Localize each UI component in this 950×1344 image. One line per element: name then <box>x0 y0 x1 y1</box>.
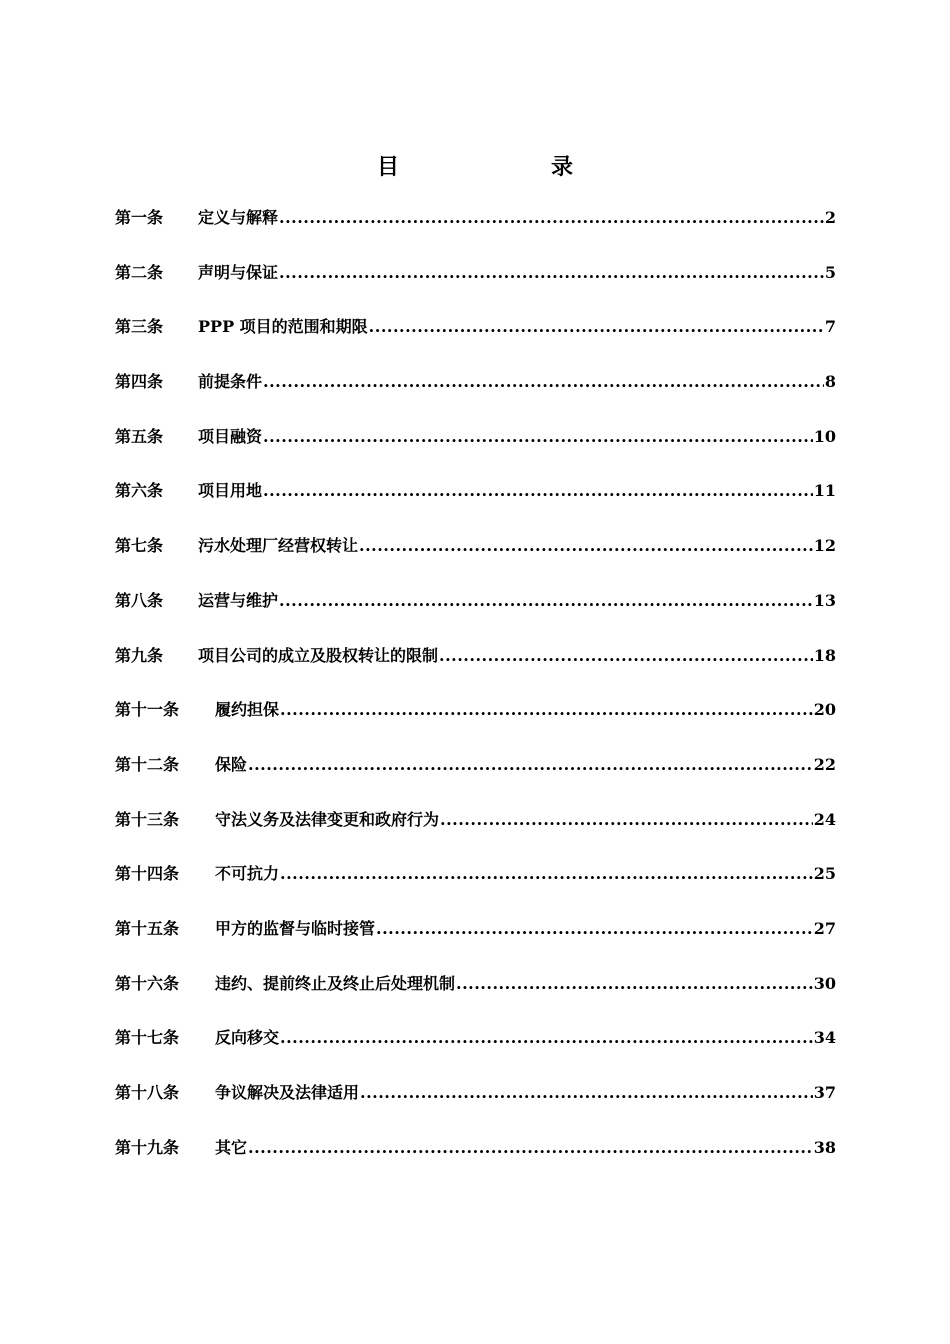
toc-article-title: 其它 <box>215 1137 248 1157</box>
toc-dot-leader <box>248 755 813 774</box>
toc-page-number: 5 <box>824 262 836 282</box>
toc-article-number: 第八条 <box>115 590 164 610</box>
toc-entry[interactable] <box>115 697 836 752</box>
toc-entry[interactable] <box>115 478 836 533</box>
toc-entry[interactable] <box>115 1025 836 1080</box>
toc-article-title: 不可抗力 <box>215 864 280 884</box>
toc-article-title: 声明与保证 <box>198 262 279 282</box>
toc-dot-leader <box>248 1138 813 1157</box>
toc-page-number: 12 <box>813 536 836 556</box>
toc-article-number: 第九条 <box>115 645 164 665</box>
toc-dot-leader <box>263 427 813 446</box>
toc-dot-leader <box>280 864 813 883</box>
toc-article-title: PPP 项目的范围和期限 <box>198 317 368 337</box>
toc-entry[interactable] <box>115 807 836 862</box>
toc-article-title: 争议解决及法律适用 <box>215 1083 360 1102</box>
toc-page-number: 7 <box>824 317 836 337</box>
toc-entry[interactable] <box>115 533 836 588</box>
toc-article-number: 第十一条 <box>115 700 180 720</box>
toc-page-number: 27 <box>813 918 836 938</box>
toc-dot-leader <box>376 919 813 938</box>
toc-dot-leader <box>280 1028 813 1047</box>
toc-entry[interactable] <box>115 1080 836 1135</box>
toc-dot-leader <box>440 810 813 829</box>
toc-page-number: 24 <box>813 809 836 829</box>
toc-article-number: 第十八条 <box>115 1083 180 1102</box>
toc-entry[interactable] <box>115 424 836 479</box>
toc-page-number: 22 <box>813 754 836 774</box>
toc-article-title: 项目用地 <box>198 481 263 501</box>
toc-article-title: 违约、提前终止及终止后处理机制 <box>215 973 456 993</box>
toc-entry[interactable] <box>115 643 836 698</box>
toc-article-number: 第四条 <box>115 372 164 392</box>
toc-article-number: 第十九条 <box>115 1137 180 1157</box>
toc-article-number: 第二条 <box>115 262 164 282</box>
toc-article-number: 第十二条 <box>115 754 180 774</box>
toc-article-title: 运营与维护 <box>198 590 279 610</box>
toc-dot-leader <box>279 208 824 227</box>
table-of-contents <box>115 205 836 1189</box>
toc-entry[interactable] <box>115 205 836 260</box>
toc-entry[interactable] <box>115 260 836 315</box>
toc-page-number: 30 <box>813 973 836 993</box>
toc-article-title: 污水处理厂经营权转让 <box>198 536 359 556</box>
toc-entry[interactable] <box>115 369 836 424</box>
toc-page-number: 38 <box>813 1137 836 1157</box>
toc-page-number: 13 <box>813 590 836 610</box>
toc-article-number: 第十六条 <box>115 973 180 993</box>
toc-article-number: 第六条 <box>115 481 164 501</box>
toc-dot-leader <box>456 974 813 993</box>
toc-article-number: 第五条 <box>115 426 164 446</box>
toc-article-title: 定义与解释 <box>198 208 279 227</box>
toc-entry[interactable] <box>115 861 836 916</box>
toc-article-number: 第十四条 <box>115 864 180 884</box>
toc-article-number: 第三条 <box>115 317 164 337</box>
toc-article-title: 甲方的监督与临时接管 <box>215 918 376 938</box>
toc-dot-leader <box>439 646 813 665</box>
toc-entry[interactable] <box>115 971 836 1026</box>
toc-article-title: 前提条件 <box>198 372 263 392</box>
toc-article-number: 第十五条 <box>115 918 180 938</box>
toc-page-number: 18 <box>813 645 836 665</box>
toc-entry[interactable] <box>115 314 836 369</box>
toc-dot-leader <box>359 536 813 555</box>
toc-dot-leader <box>263 481 813 500</box>
toc-article-title: 保险 <box>215 754 248 774</box>
toc-page-number: 25 <box>813 864 836 884</box>
toc-page-number: 11 <box>813 481 836 501</box>
toc-article-number: 第十三条 <box>115 809 180 829</box>
toc-article-number: 第七条 <box>115 536 164 556</box>
toc-dot-leader <box>279 263 824 282</box>
toc-entry[interactable] <box>115 916 836 971</box>
toc-entry[interactable] <box>115 752 836 807</box>
page-title: 目 录 <box>376 154 609 180</box>
toc-page-number: 8 <box>824 372 836 392</box>
toc-page-number: 2 <box>824 208 836 227</box>
toc-article-title: 履约担保 <box>215 700 280 720</box>
toc-entry[interactable] <box>115 1135 836 1190</box>
toc-page-number: 34 <box>813 1028 836 1048</box>
toc-page-number: 10 <box>813 426 836 446</box>
toc-page-number: 20 <box>813 700 836 720</box>
toc-dot-leader <box>369 317 824 336</box>
toc-dot-leader <box>279 591 813 610</box>
toc-article-number: 第一条 <box>115 208 164 227</box>
toc-page-number: 37 <box>813 1083 836 1102</box>
toc-dot-leader <box>360 1083 813 1102</box>
toc-dot-leader <box>263 372 824 391</box>
toc-article-title: 反向移交 <box>215 1028 280 1048</box>
toc-article-title: 项目融资 <box>198 426 263 446</box>
toc-article-title: 项目公司的成立及股权转让的限制 <box>198 645 439 665</box>
toc-article-number: 第十七条 <box>115 1028 180 1048</box>
toc-article-title: 守法义务及法律变更和政府行为 <box>215 809 440 829</box>
toc-dot-leader <box>280 700 813 719</box>
toc-entry[interactable] <box>115 588 836 643</box>
